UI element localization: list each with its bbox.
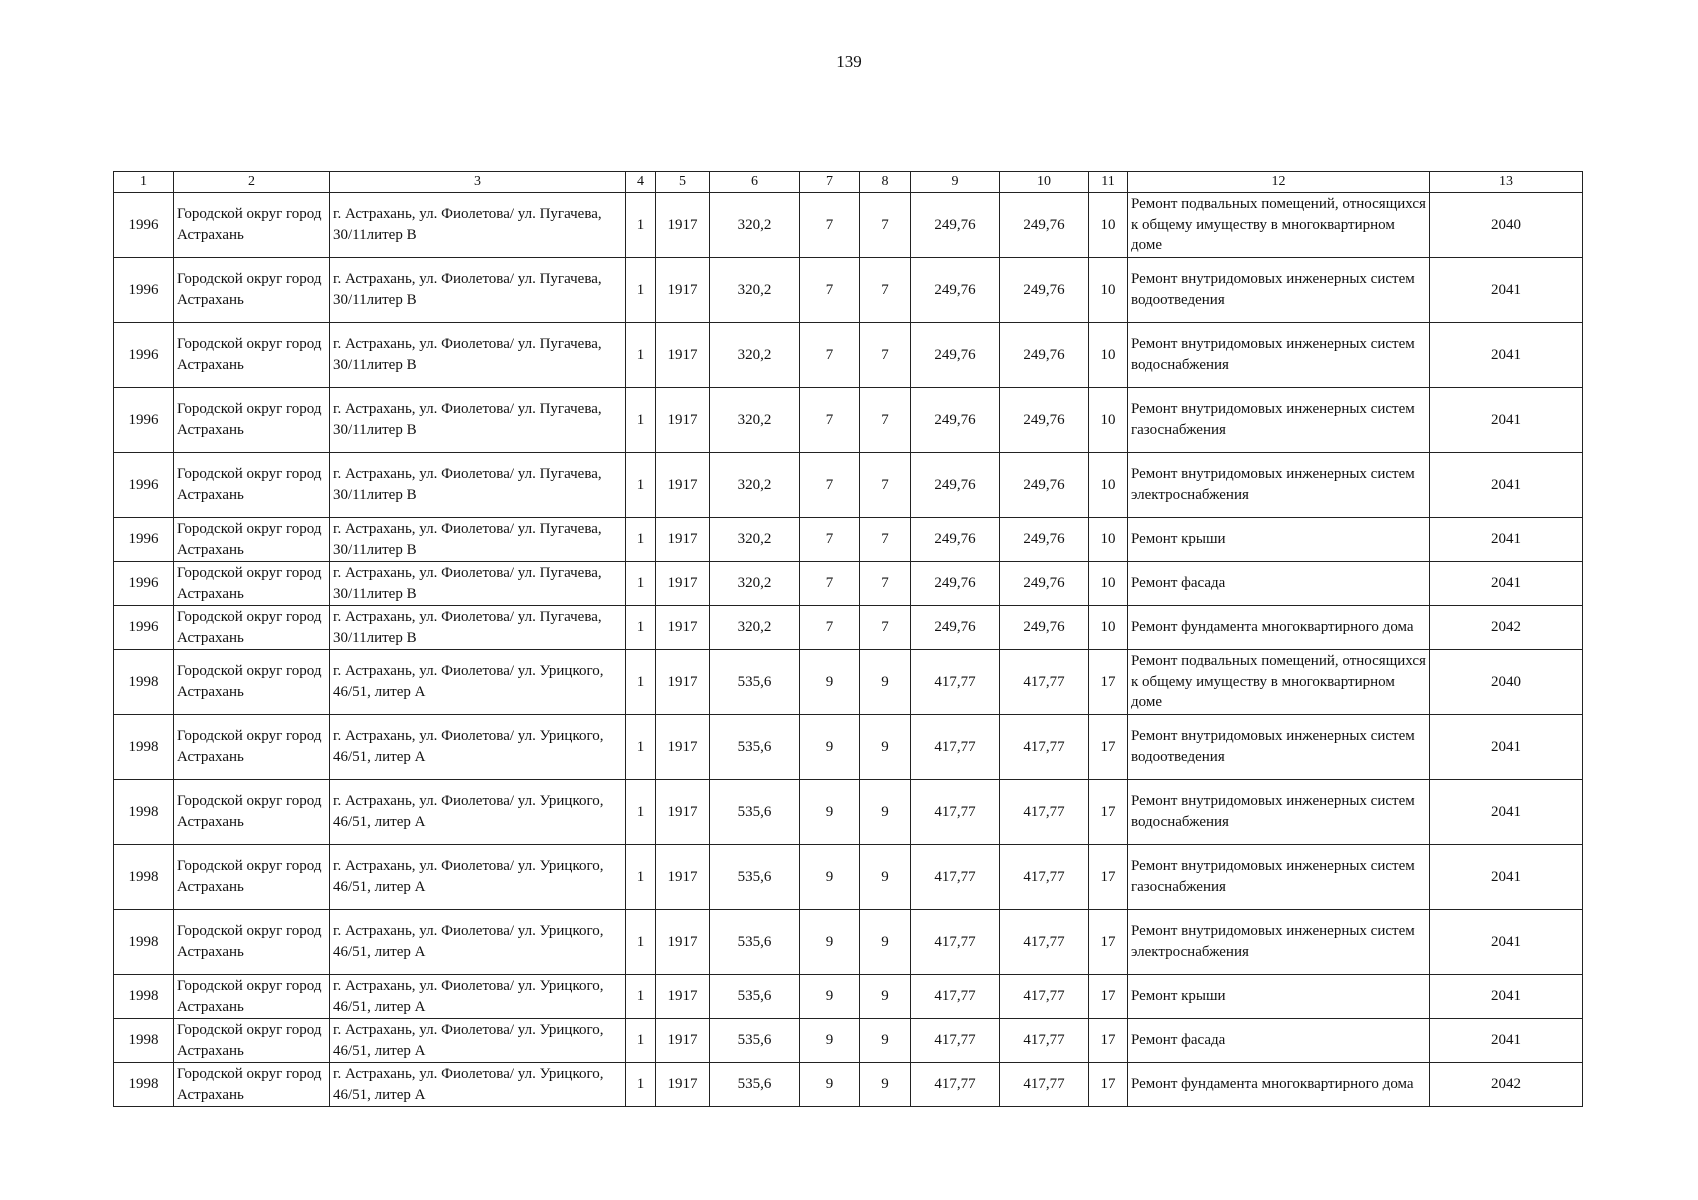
table-cell-col-10: 249,76	[1000, 453, 1089, 518]
table-cell-col-4: 1	[626, 562, 656, 606]
table-cell-col-5: 1917	[656, 258, 710, 323]
table-cell-col-1: 1998	[114, 780, 174, 845]
table-row	[114, 562, 1583, 606]
column-header: 9	[911, 172, 1000, 193]
table-cell-col-6: 320,2	[710, 562, 800, 606]
table-cell-col-8: 7	[860, 323, 911, 388]
table-cell-col-2: Городской округ город Астрахань	[174, 780, 330, 845]
table-cell-col-10: 249,76	[1000, 518, 1089, 562]
table-cell-col-7: 7	[800, 258, 860, 323]
table-cell-col-10: 249,76	[1000, 606, 1089, 650]
table-cell-col-2: Городской округ город Астрахань	[174, 323, 330, 388]
table-cell-col-2: Городской округ город Астрахань	[174, 193, 330, 258]
table-cell-col-13: 2041	[1430, 1019, 1583, 1063]
table-cell-col-13: 2041	[1430, 910, 1583, 975]
table-cell-col-12: Ремонт внутридомовых инженерных систем газоснабжения	[1128, 388, 1430, 453]
table-cell-col-9: 249,76	[911, 562, 1000, 606]
table-cell-col-1: 1996	[114, 323, 174, 388]
table-cell-col-6: 535,6	[710, 1019, 800, 1063]
table-cell-col-12: Ремонт внутридомовых инженерных систем водоотведения	[1128, 258, 1430, 323]
table-cell-col-4: 1	[626, 606, 656, 650]
table-row	[114, 975, 1583, 1019]
table-cell-col-6: 320,2	[710, 606, 800, 650]
table-cell-col-3: г. Астрахань, ул. Фиолетова/ ул. Урицкого, 46/51, литер А	[330, 845, 626, 910]
table-cell-col-7: 9	[800, 975, 860, 1019]
table-cell-col-4: 1	[626, 1063, 656, 1107]
table-cell-col-6: 320,2	[710, 388, 800, 453]
table-cell-col-5: 1917	[656, 780, 710, 845]
table-cell-col-7: 9	[800, 650, 860, 715]
table-row	[114, 606, 1583, 650]
table-cell-col-11: 10	[1089, 193, 1128, 258]
table-cell-col-8: 9	[860, 780, 911, 845]
table-cell-col-9: 249,76	[911, 193, 1000, 258]
column-header: 1	[114, 172, 174, 193]
table-cell-col-4: 1	[626, 780, 656, 845]
table-cell-col-6: 535,6	[710, 650, 800, 715]
table-cell-col-9: 417,77	[911, 845, 1000, 910]
table-cell-col-9: 417,77	[911, 650, 1000, 715]
table-row	[114, 845, 1583, 910]
table-cell-col-10: 417,77	[1000, 650, 1089, 715]
table-cell-col-10: 249,76	[1000, 562, 1089, 606]
table-cell-col-8: 7	[860, 388, 911, 453]
table-cell-col-13: 2041	[1430, 453, 1583, 518]
table-cell-col-13: 2040	[1430, 650, 1583, 715]
table-cell-col-5: 1917	[656, 518, 710, 562]
table-cell-col-10: 417,77	[1000, 780, 1089, 845]
table-cell-col-6: 535,6	[710, 780, 800, 845]
table-cell-col-3: г. Астрахань, ул. Фиолетова/ ул. Урицкого, 46/51, литер А	[330, 650, 626, 715]
column-header: 7	[800, 172, 860, 193]
table-cell-col-2: Городской округ город Астрахань	[174, 388, 330, 453]
column-header: 5	[656, 172, 710, 193]
table-cell-col-2: Городской округ город Астрахань	[174, 910, 330, 975]
table-cell-col-2: Городской округ город Астрахань	[174, 715, 330, 780]
table-cell-col-7: 7	[800, 193, 860, 258]
table-cell-col-12: Ремонт крыши	[1128, 975, 1430, 1019]
table-cell-col-11: 17	[1089, 650, 1128, 715]
table-cell-col-12: Ремонт внутридомовых инженерных систем водоотведения	[1128, 715, 1430, 780]
table-cell-col-13: 2040	[1430, 193, 1583, 258]
table-cell-col-6: 535,6	[710, 845, 800, 910]
table-cell-col-1: 1996	[114, 388, 174, 453]
table-cell-col-13: 2041	[1430, 258, 1583, 323]
table-cell-col-8: 9	[860, 910, 911, 975]
table-cell-col-12: Ремонт подвальных помещений, относящихся к общему имуществу в многоквартирном доме	[1128, 650, 1430, 715]
table-cell-col-3: г. Астрахань, ул. Фиолетова/ ул. Пугачева, 30/11литер В	[330, 388, 626, 453]
table-cell-col-12: Ремонт фундамента многоквартирного дома	[1128, 606, 1430, 650]
table-cell-col-4: 1	[626, 323, 656, 388]
table-cell-col-11: 17	[1089, 1019, 1128, 1063]
table-cell-col-6: 320,2	[710, 453, 800, 518]
table-cell-col-3: г. Астрахань, ул. Фиолетова/ ул. Урицкого, 46/51, литер А	[330, 780, 626, 845]
table-cell-col-10: 249,76	[1000, 323, 1089, 388]
table-cell-col-13: 2041	[1430, 388, 1583, 453]
table-cell-col-5: 1917	[656, 606, 710, 650]
table-cell-col-2: Городской округ город Астрахань	[174, 258, 330, 323]
table-cell-col-9: 417,77	[911, 1019, 1000, 1063]
table-cell-col-5: 1917	[656, 193, 710, 258]
table-cell-col-1: 1996	[114, 562, 174, 606]
table-cell-col-2: Городской округ город Астрахань	[174, 453, 330, 518]
table-cell-col-13: 2042	[1430, 1063, 1583, 1107]
table-cell-col-1: 1996	[114, 606, 174, 650]
table-cell-col-12: Ремонт фундамента многоквартирного дома	[1128, 1063, 1430, 1107]
table-cell-col-2: Городской округ город Астрахань	[174, 845, 330, 910]
table-cell-col-12: Ремонт внутридомовых инженерных систем водоснабжения	[1128, 780, 1430, 845]
table-cell-col-5: 1917	[656, 845, 710, 910]
table-cell-col-11: 10	[1089, 323, 1128, 388]
table-cell-col-2: Городской округ город Астрахань	[174, 606, 330, 650]
table-cell-col-8: 7	[860, 606, 911, 650]
table-cell-col-8: 9	[860, 650, 911, 715]
table-cell-col-12: Ремонт крыши	[1128, 518, 1430, 562]
table-cell-col-5: 1917	[656, 453, 710, 518]
table-cell-col-6: 535,6	[710, 910, 800, 975]
table-cell-col-10: 417,77	[1000, 1019, 1089, 1063]
table-cell-col-10: 417,77	[1000, 1063, 1089, 1107]
table-cell-col-8: 9	[860, 715, 911, 780]
table-cell-col-11: 10	[1089, 562, 1128, 606]
column-header: 12	[1128, 172, 1430, 193]
table-cell-col-11: 17	[1089, 780, 1128, 845]
table-cell-col-5: 1917	[656, 910, 710, 975]
table-cell-col-3: г. Астрахань, ул. Фиолетова/ ул. Пугачева, 30/11литер В	[330, 258, 626, 323]
column-header: 13	[1430, 172, 1583, 193]
table-cell-col-7: 7	[800, 388, 860, 453]
table-row	[114, 650, 1583, 715]
table-cell-col-4: 1	[626, 518, 656, 562]
table-cell-col-5: 1917	[656, 562, 710, 606]
table-cell-col-13: 2041	[1430, 975, 1583, 1019]
column-header: 8	[860, 172, 911, 193]
table-cell-col-2: Городской округ город Астрахань	[174, 562, 330, 606]
table-row	[114, 258, 1583, 323]
table-row	[114, 388, 1583, 453]
table-row	[114, 780, 1583, 845]
table-cell-col-9: 417,77	[911, 715, 1000, 780]
table-cell-col-4: 1	[626, 258, 656, 323]
table-cell-col-11: 17	[1089, 975, 1128, 1019]
table-cell-col-6: 320,2	[710, 258, 800, 323]
table-cell-col-1: 1998	[114, 1019, 174, 1063]
table-cell-col-6: 320,2	[710, 323, 800, 388]
column-header: 3	[330, 172, 626, 193]
table-cell-col-5: 1917	[656, 1019, 710, 1063]
table-cell-col-10: 249,76	[1000, 193, 1089, 258]
table-cell-col-1: 1996	[114, 258, 174, 323]
table-cell-col-1: 1996	[114, 518, 174, 562]
table-cell-col-8: 7	[860, 193, 911, 258]
table-cell-col-1: 1998	[114, 910, 174, 975]
table-cell-col-12: Ремонт внутридомовых инженерных систем электроснабжения	[1128, 910, 1430, 975]
table-cell-col-7: 9	[800, 780, 860, 845]
table-cell-col-9: 417,77	[911, 1063, 1000, 1107]
table-cell-col-12: Ремонт внутридомовых инженерных систем водоснабжения	[1128, 323, 1430, 388]
table-cell-col-11: 10	[1089, 388, 1128, 453]
data-table	[113, 171, 1583, 1107]
table-cell-col-6: 320,2	[710, 193, 800, 258]
table-cell-col-3: г. Астрахань, ул. Фиолетова/ ул. Урицкого, 46/51, литер А	[330, 1019, 626, 1063]
table-cell-col-7: 7	[800, 518, 860, 562]
table-cell-col-11: 17	[1089, 845, 1128, 910]
table-cell-col-1: 1998	[114, 715, 174, 780]
table-cell-col-12: Ремонт фасада	[1128, 562, 1430, 606]
table-cell-col-1: 1998	[114, 975, 174, 1019]
table-cell-col-2: Городской округ город Астрахань	[174, 650, 330, 715]
table-cell-col-6: 535,6	[710, 715, 800, 780]
table-cell-col-9: 249,76	[911, 518, 1000, 562]
table-cell-col-12: Ремонт фасада	[1128, 1019, 1430, 1063]
table-cell-col-11: 10	[1089, 606, 1128, 650]
table-cell-col-12: Ремонт внутридомовых инженерных систем газоснабжения	[1128, 845, 1430, 910]
table-cell-col-13: 2041	[1430, 562, 1583, 606]
table-cell-col-7: 7	[800, 606, 860, 650]
column-header: 2	[174, 172, 330, 193]
table-row	[114, 910, 1583, 975]
table-cell-col-10: 417,77	[1000, 910, 1089, 975]
table-cell-col-5: 1917	[656, 323, 710, 388]
table-cell-col-13: 2042	[1430, 606, 1583, 650]
table-row	[114, 518, 1583, 562]
table-cell-col-13: 2041	[1430, 715, 1583, 780]
table-cell-col-10: 417,77	[1000, 715, 1089, 780]
table-cell-col-4: 1	[626, 650, 656, 715]
table-cell-col-8: 7	[860, 518, 911, 562]
table-row	[114, 715, 1583, 780]
table-cell-col-11: 10	[1089, 258, 1128, 323]
column-header: 10	[1000, 172, 1089, 193]
table-cell-col-1: 1998	[114, 845, 174, 910]
table-cell-col-4: 1	[626, 910, 656, 975]
table-row	[114, 453, 1583, 518]
table-cell-col-8: 7	[860, 453, 911, 518]
table-cell-col-5: 1917	[656, 715, 710, 780]
table-cell-col-7: 7	[800, 323, 860, 388]
table-cell-col-3: г. Астрахань, ул. Фиолетова/ ул. Пугачева, 30/11литер В	[330, 193, 626, 258]
table-cell-col-8: 9	[860, 845, 911, 910]
table-cell-col-1: 1996	[114, 193, 174, 258]
table-cell-col-9: 249,76	[911, 388, 1000, 453]
table-cell-col-3: г. Астрахань, ул. Фиолетова/ ул. Пугачева, 30/11литер В	[330, 518, 626, 562]
table-cell-col-13: 2041	[1430, 323, 1583, 388]
table-row	[114, 1019, 1583, 1063]
table-cell-col-3: г. Астрахань, ул. Фиолетова/ ул. Урицкого, 46/51, литер А	[330, 910, 626, 975]
table-cell-col-4: 1	[626, 975, 656, 1019]
table-cell-col-2: Городской округ город Астрахань	[174, 975, 330, 1019]
table-cell-col-12: Ремонт внутридомовых инженерных систем электроснабжения	[1128, 453, 1430, 518]
table-cell-col-9: 249,76	[911, 606, 1000, 650]
table-cell-col-3: г. Астрахань, ул. Фиолетова/ ул. Урицкого, 46/51, литер А	[330, 1063, 626, 1107]
table-cell-col-4: 1	[626, 715, 656, 780]
table-cell-col-3: г. Астрахань, ул. Фиолетова/ ул. Пугачева, 30/11литер В	[330, 453, 626, 518]
table-cell-col-7: 7	[800, 453, 860, 518]
column-header: 11	[1089, 172, 1128, 193]
table-cell-col-7: 9	[800, 1063, 860, 1107]
table-cell-col-3: г. Астрахань, ул. Фиолетова/ ул. Урицкого, 46/51, литер А	[330, 975, 626, 1019]
table-cell-col-2: Городской округ город Астрахань	[174, 1063, 330, 1107]
table-cell-col-9: 249,76	[911, 258, 1000, 323]
table-cell-col-4: 1	[626, 388, 656, 453]
table-cell-col-3: г. Астрахань, ул. Фиолетова/ ул. Пугачева, 30/11литер В	[330, 323, 626, 388]
table-cell-col-9: 417,77	[911, 780, 1000, 845]
column-header: 6	[710, 172, 800, 193]
table-cell-col-3: г. Астрахань, ул. Фиолетова/ ул. Пугачева, 30/11литер В	[330, 606, 626, 650]
table-cell-col-6: 320,2	[710, 518, 800, 562]
table-cell-col-8: 9	[860, 975, 911, 1019]
table-cell-col-9: 417,77	[911, 975, 1000, 1019]
table-cell-col-10: 417,77	[1000, 845, 1089, 910]
table-cell-col-10: 249,76	[1000, 258, 1089, 323]
table-cell-col-13: 2041	[1430, 845, 1583, 910]
page-number: 139	[836, 52, 862, 71]
table-cell-col-1: 1998	[114, 1063, 174, 1107]
header-row	[114, 172, 1583, 193]
table-cell-col-11: 17	[1089, 715, 1128, 780]
table-cell-col-3: г. Астрахань, ул. Фиолетова/ ул. Урицкого, 46/51, литер А	[330, 715, 626, 780]
table-cell-col-1: 1996	[114, 453, 174, 518]
table-row	[114, 323, 1583, 388]
table-cell-col-11: 17	[1089, 910, 1128, 975]
table-body	[114, 193, 1583, 1107]
table-cell-col-8: 9	[860, 1063, 911, 1107]
table-cell-col-6: 535,6	[710, 1063, 800, 1107]
table-cell-col-11: 10	[1089, 453, 1128, 518]
table-cell-col-5: 1917	[656, 650, 710, 715]
table-cell-col-7: 7	[800, 562, 860, 606]
table-cell-col-5: 1917	[656, 975, 710, 1019]
table-cell-col-9: 249,76	[911, 453, 1000, 518]
table-cell-col-13: 2041	[1430, 780, 1583, 845]
table-cell-col-10: 417,77	[1000, 975, 1089, 1019]
table-cell-col-1: 1998	[114, 650, 174, 715]
table-cell-col-2: Городской округ город Астрахань	[174, 1019, 330, 1063]
table-cell-col-8: 7	[860, 562, 911, 606]
table-cell-col-9: 417,77	[911, 910, 1000, 975]
table-cell-col-7: 9	[800, 910, 860, 975]
table-cell-col-3: г. Астрахань, ул. Фиолетова/ ул. Пугачева, 30/11литер В	[330, 562, 626, 606]
table-cell-col-4: 1	[626, 1019, 656, 1063]
table-cell-col-5: 1917	[656, 1063, 710, 1107]
table-cell-col-10: 249,76	[1000, 388, 1089, 453]
table-cell-col-4: 1	[626, 845, 656, 910]
table-cell-col-7: 9	[800, 845, 860, 910]
table-cell-col-5: 1917	[656, 388, 710, 453]
table-cell-col-7: 9	[800, 1019, 860, 1063]
table-cell-col-11: 10	[1089, 518, 1128, 562]
table-cell-col-8: 9	[860, 1019, 911, 1063]
table-cell-col-13: 2041	[1430, 518, 1583, 562]
table-cell-col-4: 1	[626, 193, 656, 258]
table-cell-col-11: 17	[1089, 1063, 1128, 1107]
table-cell-col-9: 249,76	[911, 323, 1000, 388]
table-cell-col-2: Городской округ город Астрахань	[174, 518, 330, 562]
table-row	[114, 1063, 1583, 1107]
table-cell-col-6: 535,6	[710, 975, 800, 1019]
table-row	[114, 193, 1583, 258]
table-cell-col-7: 9	[800, 715, 860, 780]
table-cell-col-4: 1	[626, 453, 656, 518]
column-header: 4	[626, 172, 656, 193]
table-cell-col-12: Ремонт подвальных помещений, относящихся к общему имуществу в многоквартирном доме	[1128, 193, 1430, 258]
table-cell-col-8: 7	[860, 258, 911, 323]
